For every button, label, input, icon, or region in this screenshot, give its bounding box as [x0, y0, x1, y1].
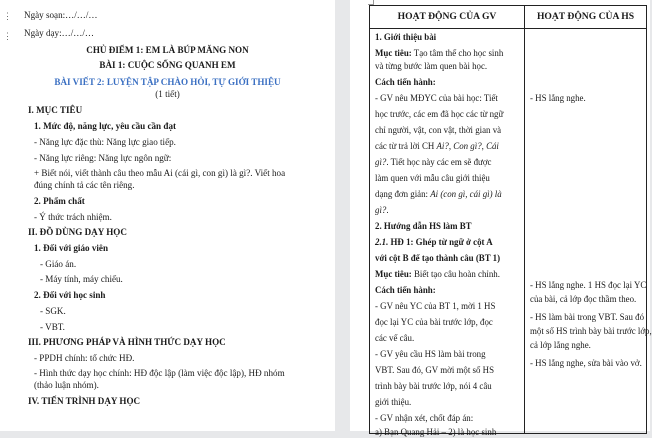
text-line: - GV nêu YC của BT 1, mời 1 HS — [375, 301, 496, 311]
section-2-1-heading: 1. Đối với giáo viên — [34, 243, 108, 253]
text-line: - GV nêu MĐYC của bài học: Tiết — [375, 93, 498, 103]
activity-table — [369, 5, 652, 437]
date-taught: Ngày dạy:…/…/… — [24, 28, 94, 38]
text-line: 1. Giới thiệu bài — [375, 32, 437, 42]
text-line: các vế câu. — [375, 333, 415, 343]
text-line: giới thiệu. — [375, 397, 412, 407]
text-line: - HS làm bài trong VBT. Sau đó — [530, 312, 645, 322]
theme-title: CHỦ ĐIỂM 1: EM LÀ BÚP MĂNG NON — [86, 45, 249, 55]
text-line: 2. Hướng dẫn HS làm BT — [375, 221, 472, 231]
text-line: - HS lắng nghe. 1 HS đọc lại YC — [530, 280, 647, 290]
text-line: và từng bước làm quen bài học. — [375, 61, 488, 71]
margin-dots-icon: ⋮ — [3, 11, 12, 21]
text-line: - GV nhận xét, chốt đáp án: — [375, 413, 474, 423]
section-1-heading: I. MỤC TIÊU — [28, 105, 83, 115]
section-3-heading: III. PHƯƠNG PHÁP VÀ HÌNH THỨC DẠY HỌC — [28, 337, 226, 347]
text-line: - Giáo án. — [40, 259, 77, 269]
text-line: - Năng lực riêng: Năng lực ngôn ngữ: — [34, 153, 172, 163]
section-2-2-heading: 2. Đối với học sinh — [34, 290, 106, 300]
section-2-heading: II. ĐỒ DÙNG DẠY HỌC — [28, 227, 127, 237]
column-header-gv: HOẠT ĐỘNG CỦA GV — [370, 6, 525, 29]
text-line: + Biết nói, viết thành câu theo mẫu Ai (cái gì, con gì) là gì?. Viết hoa — [34, 168, 286, 178]
text-line: các từ trả lời CH Ai?, Con gì?, Cái — [375, 141, 499, 151]
text-line: Cách tiến hành: — [375, 77, 436, 87]
date-prepared: Ngày soạn:…/…/… — [24, 10, 98, 20]
text-line: trình bày bài trước lớp, nói 4 câu — [375, 381, 492, 391]
text-line: của bài, cả lớp đọc thầm theo. — [530, 294, 637, 304]
text-line: với cột B để tạo thành câu (BT 1) — [375, 253, 501, 263]
gv-activity-cell — [370, 29, 525, 437]
text-line: - HS lắng nghe. — [530, 93, 586, 103]
margin-dots-icon: ⋮ — [3, 31, 12, 41]
text-line: đúng chính tả các tên riêng. — [34, 180, 135, 190]
duration: (1 tiết) — [155, 89, 180, 99]
text-line: - SGK. — [40, 306, 66, 316]
text-line: gì?. — [375, 205, 389, 215]
column-header-hs: HOẠT ĐỘNG CỦA HS — [525, 6, 647, 29]
text-line: a) Bạn Quang Hải – 2) là học sinh — [375, 427, 497, 437]
text-line: - VBT. — [40, 322, 65, 332]
text-line: - Máy tính, máy chiếu. — [40, 274, 123, 284]
text-line: 2.1. HĐ 1: Ghép từ ngữ ở cột A — [375, 237, 493, 247]
text-line: VBT. Sau đó, GV mời một số HS — [375, 365, 495, 375]
text-line: đọc lại YC của bài trước lớp, đọc — [375, 317, 493, 327]
text-line: chỉ người, vật, con vật, thời gian và — [375, 125, 502, 135]
table-row — [370, 29, 647, 434]
text-line: Cách tiến hành: — [375, 285, 436, 295]
table-header-row — [370, 6, 647, 29]
text-line: gì?. Tiết học này các em sẽ được — [375, 157, 492, 167]
lesson-title: BÀI 1: CUỘC SỐNG QUANH EM — [99, 60, 236, 70]
text-line: làm quen với mẫu câu giới thiệu — [375, 173, 490, 183]
text-line: dạng đơn giản: Ai (con gì, cái gì) là — [375, 189, 502, 199]
section-4-heading: IV. TIẾN TRÌNH DẠY HỌC — [28, 396, 141, 406]
text-line: - PPDH chính: tổ chức HĐ. — [34, 353, 135, 363]
right-page — [350, 0, 652, 437]
text-line: Mục tiêu: Tạo tâm thế cho học sinh — [375, 48, 504, 58]
section-1-2-heading: 2. Phẩm chất — [34, 196, 85, 206]
text-line: cả lớp lắng nghe. — [530, 340, 591, 350]
text-line: học trước, các em đã học các từ ngữ — [375, 109, 504, 119]
text-line: - Năng lực đặc thù: Năng lực giao tiếp. — [34, 137, 176, 147]
text-line: - HS lắng nghe, sửa bài vào vở. — [530, 358, 642, 368]
text-line: - Ý thức trách nhiệm. — [34, 212, 112, 222]
text-line: - GV yêu cầu HS làm bài trong — [375, 349, 486, 359]
hs-activity-cell — [525, 29, 652, 434]
text-line: - Hình thức dạy học chính: HĐ độc lập (làm việc độc lập), HĐ nhóm — [34, 368, 285, 378]
text-line: một số HS trình bày bài trước lớp, — [530, 326, 652, 336]
sub-lesson-title: BÀI VIẾT 2: LUYỆN TẬP CHÀO HỎI, TỰ GIỚI THIỆU — [54, 77, 281, 87]
section-1-1-heading: 1. Mức độ, năng lực, yêu cầu cần đạt — [34, 121, 177, 131]
text-line: Mục tiêu: Biết tạo câu hoàn chỉnh. — [375, 269, 500, 279]
text-line: (thảo luận nhóm). — [34, 380, 99, 390]
